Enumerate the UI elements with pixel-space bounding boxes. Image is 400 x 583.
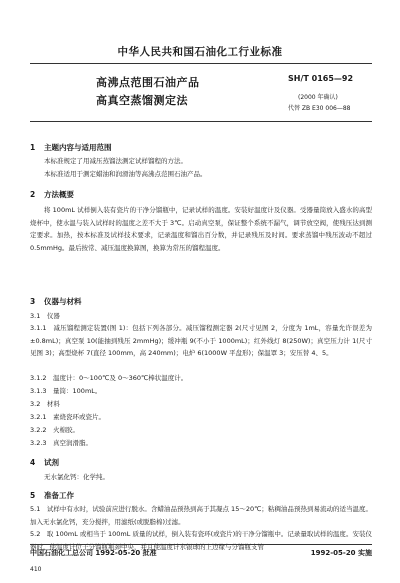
- subsection-3-2-2: 3.2.2 火棉胶。: [30, 426, 80, 434]
- title-divider: [30, 121, 372, 122]
- section-1-heading: [30, 142, 112, 153]
- replaces-standard: 代替 ZB E30 006—88: [288, 105, 351, 112]
- approval-line: 中国石油化工总公司 1992-05-20 批准: [30, 549, 157, 557]
- section-number: 2: [30, 190, 36, 199]
- section-1-paragraph-1: 本标准规定了用减压蒸馏法测定试样馏程的方法。: [44, 157, 187, 165]
- subsection-3-1-2: 3.1.2 温度计：0～100℃及 0～360℃棒状温度计。: [30, 374, 188, 382]
- document-title-line1: 高沸点范围石油产品: [96, 76, 200, 89]
- page-number: 410: [30, 566, 42, 573]
- subsection-3-1-1: 3.1.1 减压馏程测定装置(图 1)：包括下列各部分。减压馏程测定器 2(尺寸见图 2，分度为 1mL，容量允许误差为 ±0.8mL)；真空泵 10(能抽到残压 2mmHg)；缓冲瓶 9(不小于 1000mL)；红外线灯 8(250W)；真空压力计 1(尺寸见图 3)；高型烧杯 7(直径 100mm，高 240mm)；电炉 6(1000W 平盘形)；保温罩 3；安压替 4、5。: [30, 324, 372, 357]
- confirmation-year: (2000 年确认): [298, 94, 338, 101]
- footer-divider: [30, 544, 372, 545]
- header-divider: [30, 63, 372, 64]
- section-title: 仪器与材料: [44, 297, 82, 306]
- section-title: 试剂: [44, 458, 59, 467]
- section-number: 4: [30, 458, 36, 467]
- section-3-heading: [30, 296, 82, 307]
- section-5-heading: [30, 490, 74, 501]
- subsection-5-1: 5.1 试样中有水时，试验前应进行脱水。含蜡油品预热到高于其凝点 15～20℃；粘稠油品预热到易流动的适当温度。加入无水氯化钙，充分搅拌，用滤纸(或脱脂棉)过滤。: [30, 505, 372, 526]
- section-number: 5: [30, 491, 36, 500]
- organization-header: 中华人民共和国石油化工行业标准: [117, 46, 283, 58]
- section-4-paragraph-1: 无水氯化钙：化学纯。: [44, 473, 109, 481]
- subsection-3-1-3: 3.1.3 量筒：100mL。: [30, 387, 102, 395]
- section-number: 1: [30, 143, 36, 152]
- subsection-3-1: 3.1 仪器: [30, 312, 60, 320]
- section-1-paragraph-2: 本标准适用于测定蜡油和润滑油等高沸点范围石油产品。: [44, 170, 207, 178]
- section-2-paragraph-1: 将 100mL 试样倒入装有瓷片的干净分馏瓶中，记录试样的温度。安装好温度计及仪器。受器量筒放入盛水的高型烧杯中，使水温与装入试样时的温度之差不大于 3℃。启动真空泵，保证整个系统不漏气，调节放空阀，使残压达到测定要求。加热，按本标准及试样技术要求，记录温度和馏出百分数，并记录残压及时间。要求蒸馏中残压波动不超过 0.5mmHg。最后按常、减压温度换算图，换算为常压的馏程温度。: [30, 206, 372, 252]
- section-number: 3: [30, 297, 36, 306]
- subsection-3-2: 3.2 材料: [30, 400, 60, 408]
- document-title-line2: 高真空蒸馏测定法: [96, 94, 188, 107]
- subsection-3-2-3: 3.2.3 真空润滑脂。: [30, 439, 93, 447]
- section-2-heading: [30, 189, 74, 200]
- section-4-heading: [30, 457, 59, 468]
- subsection-3-2-1: 3.2.1 素烧瓷环或瓷片。: [30, 413, 106, 421]
- subsection-5-2: 5.2 取 100mL 或相当于 100mL 质量的试样，倒入装有瓷环(或瓷片)的干净分馏瓶中。记录量取试样的温度。安装仪器时，使温度计位于分馏瓶瓶颈中央，并且使温度计水银球的上边缘与分馏瓶支管: [30, 530, 372, 551]
- standard-number: SH/T 0165—92: [288, 74, 354, 83]
- section-title: 方法概要: [44, 190, 74, 199]
- section-title: 准备工作: [44, 491, 74, 500]
- implementation-date: 1992-05-20 实施: [310, 549, 372, 557]
- section-title: 主题内容与适用范围: [44, 143, 112, 152]
